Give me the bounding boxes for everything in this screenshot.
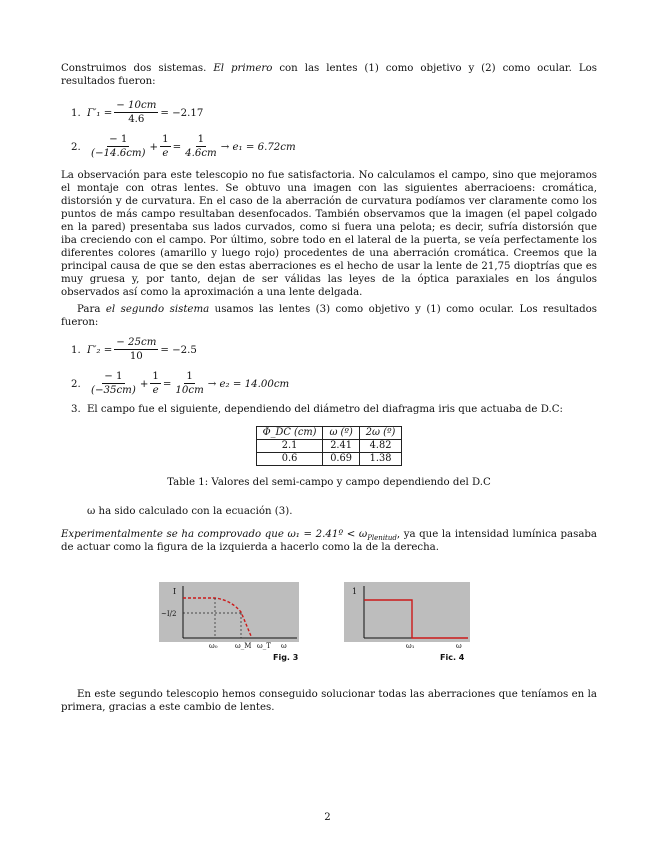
fig3-y-label: I: [173, 587, 177, 596]
fig3-tick-label: ω₀: [209, 642, 218, 650]
table-cell: 0.6: [256, 453, 323, 466]
table-cell: 2.41: [323, 440, 359, 453]
sys2-equation-1: 1. Γ′₂ = $\frac{- 25cm}{10}$ = −2.5: [71, 337, 197, 362]
table-caption: Table 1: Valores del semi-campo y campo dependiendo del D.C: [167, 477, 491, 488]
field-table-block: [61, 426, 597, 489]
table-cell: 4.82: [359, 440, 402, 453]
fig4-tick-label: ω₁: [406, 642, 415, 650]
sys2-item-3: 3. El campo fue el siguiente, dependiendo del diámetro del diafragma iris que actuaba de D.C:: [71, 404, 563, 415]
fig4-y-label: 1: [352, 587, 358, 596]
table-header: ω (º): [323, 427, 359, 440]
field-table: [256, 426, 403, 466]
conclusion-paragraph: En este segundo telescopio hemos conseguido solucionar todas las aberraciones que teníamos en la primera, gracias a este cambio de lentes.: [61, 689, 597, 713]
experimental-paragraph: Experimentalmente se ha comprovado que ω₁ = 2.41º < $\omega_{Plenitud}$, ya que la intensidad lumínica pasaba de actuar como la figura de la izquierda a hacerlo como la de la derecha.: [61, 529, 597, 553]
table-header-row: [256, 427, 402, 440]
table-cell: 1.38: [359, 453, 402, 466]
fig4-label: Fic. 4: [440, 653, 465, 662]
table-cell: 2.1: [256, 440, 323, 453]
sys1-equation-2: 2. $\frac{- 1}{(-14.6cm)}$ + $\frac{1}{e}$ = $\frac{1}{4.6cm}$ → e₁ = 6.72cm: [71, 134, 296, 159]
observation-paragraph: La observación para este telescopio no fue satisfactoria. No calculamos el campo, sino que mejoramos el montaje con otras lentes. Se obtuvo una imagen con las siguientes aberracioens: cromática, distorsión y de curvatura. En el caso de la aberración de curvatura podíamos ver claramente como los puntos de más campo resultaban desenfocados. También observamos que la imagen (el papel colgado en la pared) presentaba sus lados curvados, como si fuera una pelota; es decir, sufría distorsión que iba creciendo con el campo. Por último, sobre todo en el lateral de la puerta, se veía perfectamente los diferentes colores (amarillo y luego rojo) procedentes de una aberración cromática. Creemos que la principal causa de que se den estas aberraciones es el hecho de usar la lente de 21,75 dioptrías que es muy gruesa y, por tanto, dejan de ser válidas las leyes de la óptica paraxiales en los ángulos observados así como la aproximación a una lente delgada.: [61, 170, 597, 298]
figure-3: [159, 582, 309, 662]
table-row: [256, 440, 402, 453]
fig4-background: [344, 582, 470, 642]
fig3-tick-label: ω_M: [235, 642, 252, 650]
fig4-tick-label: ω: [456, 642, 462, 650]
figure-4: [344, 582, 474, 662]
intro2-paragraph: Para el segundo sistema usamos las lentes (3) como objetivo y (1) como ocular. Los resultados fueron:: [61, 304, 598, 328]
sys2-equation-2: 2. $\frac{- 1}{(-35cm)}$ + $\frac{1}{e}$ = $\frac{1}{10cm}$ → e₂ = 14.00cm: [71, 371, 290, 396]
figures-row: [61, 582, 597, 662]
fig3-tick-label: ω: [281, 642, 287, 650]
fig3-label: Fig. 3: [273, 653, 299, 662]
fig3-tick-label: ω_T: [257, 642, 271, 650]
page-number: 2: [324, 812, 331, 823]
fig3-half-label: ~I/2: [161, 610, 177, 618]
intro-paragraph: Construimos dos sistemas. El primero con las lentes (1) como objetivo y (2) como ocular. Los resultados fueron:: [61, 63, 597, 87]
omega-note: ω ha sido calculado con la ecuación (3).: [87, 506, 293, 517]
table-cell: 0.69: [323, 453, 359, 466]
table-row: [256, 453, 402, 466]
sys1-equation-1: 1. Γ′₁ = $\frac{- 10cm}{4.6}$ = −2.17: [71, 100, 204, 125]
table-header: Φ_DC (cm): [256, 427, 323, 440]
table-header: 2ω (º): [359, 427, 402, 440]
fig3-background: [159, 582, 299, 642]
page-body: [61, 62, 597, 714]
